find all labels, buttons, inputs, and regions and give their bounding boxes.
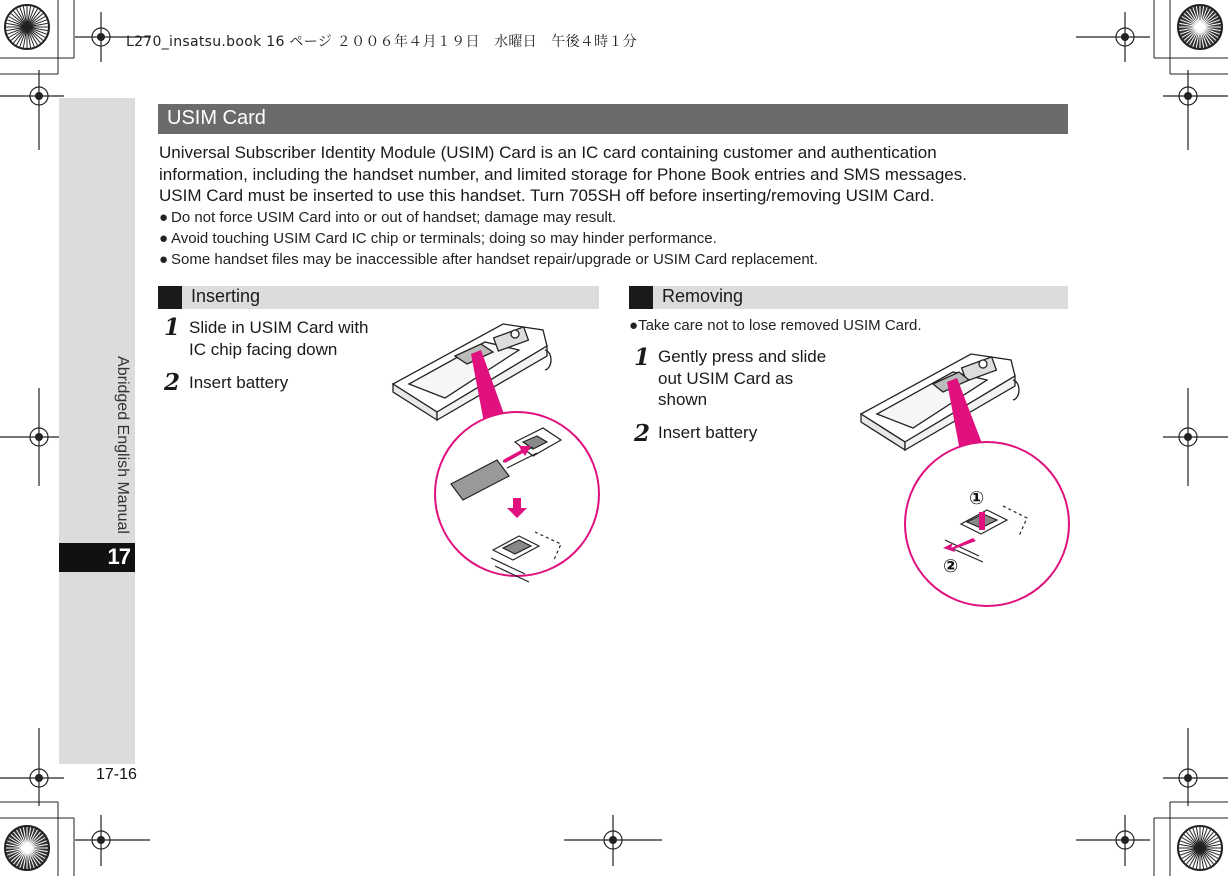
caution-list <box>159 207 1059 270</box>
removing-step-1 <box>658 346 826 411</box>
inserting-step-1 <box>189 317 369 360</box>
step-number: 2 <box>164 369 181 396</box>
removing-step-2 <box>658 422 757 444</box>
caution-text: Avoid touching USIM Card IC chip or terminals; doing so may hinder performance. <box>171 230 717 247</box>
removing-illustration <box>855 346 1073 610</box>
intro-paragraph <box>159 142 1059 207</box>
side-tab-label: Abridged English Manual <box>114 356 131 534</box>
step-text: shown <box>658 390 708 409</box>
caution-item <box>159 207 1059 228</box>
note-text: Take care not to lose removed USIM Card. <box>638 317 922 334</box>
step-number: 2 <box>634 420 651 447</box>
callout-2: ② <box>943 556 959 577</box>
step-text: IC chip facing down <box>189 339 338 359</box>
caution-text: Some handset files may be inaccessible after handset repair/upgrade or USIM Card replacement. <box>171 251 818 268</box>
step-text: Slide in USIM Card with <box>189 318 369 337</box>
chapter-badge <box>59 543 135 572</box>
removing-heading: Removing <box>662 286 744 306</box>
handset-drawing <box>393 324 551 420</box>
removing-heading-bar <box>629 286 1068 309</box>
bullet-icon: ● <box>159 251 169 268</box>
inserting-heading-bar <box>158 286 599 309</box>
book-file-info: L270_insatsu.book 16 ページ ２００６年４月１９日 水曜日 午後４時１分 <box>126 34 638 50</box>
step-number: 1 <box>164 314 181 341</box>
step-text: Insert battery <box>658 423 758 442</box>
inserting-step-2 <box>189 372 288 394</box>
heading-marker-icon <box>629 286 653 309</box>
caution-item <box>159 249 1059 270</box>
caution-text: Do not force USIM Card into or out of handset; damage may result. <box>171 209 617 226</box>
bullet-icon: ● <box>629 317 639 334</box>
page-number: 17-16 <box>96 766 137 783</box>
caution-item <box>159 228 1059 249</box>
bullet-icon: ● <box>159 209 169 226</box>
step-text: out USIM Card as <box>658 368 794 388</box>
inserting-illustration <box>385 316 607 610</box>
intro-line: USIM Card must be inserted to use this handset. Turn 705SH off before inserting/removing USIM Card. <box>159 186 935 205</box>
intro-line: information, including the handset number, and limited storage for Phone Book entries and SMS messages. <box>159 164 967 184</box>
intro-line: Universal Subscriber Identity Module (USIM) Card is an IC card containing customer and authentication <box>159 143 937 162</box>
heading-marker-icon <box>158 286 182 309</box>
step-number: 1 <box>634 344 651 371</box>
inserting-heading: Inserting <box>191 286 261 306</box>
chapter-number: 17 <box>107 544 130 569</box>
bullet-icon: ● <box>159 230 169 247</box>
section-title-bar <box>158 104 1068 134</box>
handset-drawing <box>861 354 1019 450</box>
step-text: Insert battery <box>189 373 289 392</box>
callout-1: ① <box>969 488 985 509</box>
section-title: USIM Card <box>167 107 266 129</box>
step-text: Gently press and slide <box>658 347 827 366</box>
removing-note <box>629 317 922 334</box>
